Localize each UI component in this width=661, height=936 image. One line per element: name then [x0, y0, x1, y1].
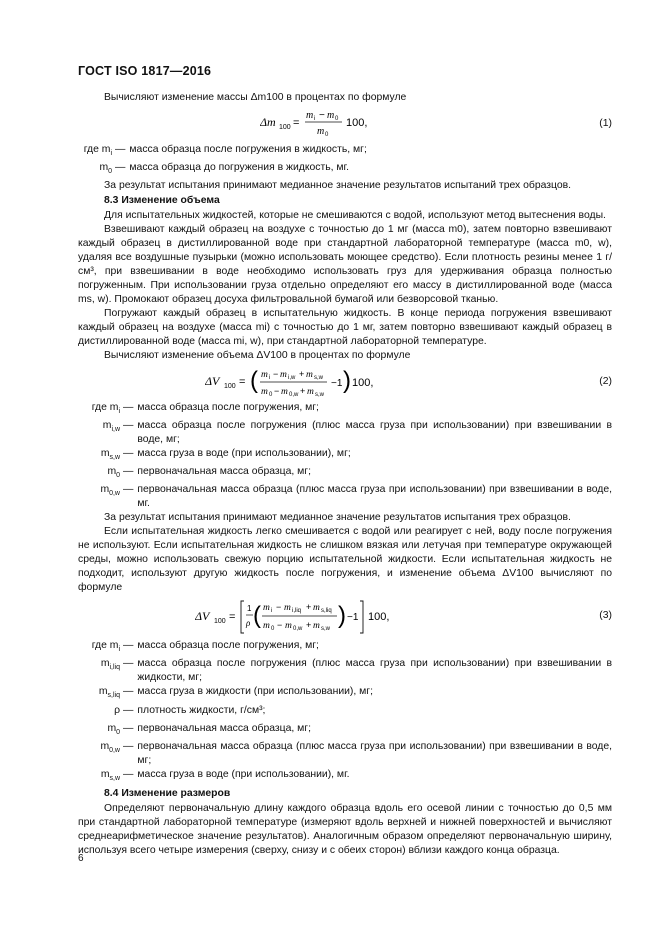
legend-item: где $m_i$ — масса образца после погружения в жидкость, мг; [78, 143, 612, 161]
paragraph-8-3-3: Погружают каждый образец в испытательную жидкость. В конце периода погружения взвешивают каждый образец на воздухе (масса mi) с точностью до 1 мг, затем повторно взвешивают каждый образец в дистиллированной воде (масса mi, w), при стандартной лабораторной температуре. [78, 308, 612, 348]
legend-formula-1 [78, 143, 612, 179]
section-heading-8-3: 8.3 Изменение объема [104, 195, 220, 207]
formula-1 [78, 105, 612, 143]
svg-text:m: m [261, 370, 268, 381]
legend-symbol: $m_{0,w}$ [100, 740, 120, 754]
svg-text:s,w: s,w [321, 626, 330, 633]
svg-text:i: i [269, 375, 271, 382]
legend-symbol: $m_{s,liq}$ [98, 686, 120, 700]
legend-formula-3: где $m_i$ — масса образца после погружения, мг; $m_{i,liq}$ — масса образца после погружения (плюс масса груза при использовании) при взвешивании в жидкости, мг; $m_{s,liq}$ — масса груза в жидкости (при использовании), мг; ρ — плотность жидкости, г/см³; $m_0$ — первоначальная масса образца, мг; $m_{0,w}$ — первоначальная масса образца (плюс масса груза при использовании) при взвешивании в воде, мг; $m_{s,w}$ — масса груза в воде (при использовании), мг. [78, 639, 612, 785]
legend-text: первоначальная масса образца, мг; [137, 466, 311, 478]
svg-text:m: m [285, 621, 292, 632]
svg-text:(: ( [253, 602, 261, 630]
legend-symbol: $m_0$ [107, 466, 120, 480]
svg-text:m: m [306, 110, 314, 121]
legend-text: масса образца после погружения, мг; [137, 640, 319, 652]
paragraph-formula1-intro: Вычисляют изменение массы Δm100 в процентах по формуле [104, 92, 407, 103]
svg-text:): ) [343, 367, 351, 395]
formula-2-svg [205, 365, 445, 399]
svg-text:i,liq: i,liq [292, 608, 302, 615]
svg-text:0: 0 [269, 392, 273, 399]
svg-text:0: 0 [271, 626, 275, 633]
svg-text:ΔV: ΔV [195, 609, 210, 624]
svg-text:m: m [307, 387, 314, 398]
svg-text:+: + [306, 602, 312, 613]
svg-text:ΔV: ΔV [205, 374, 220, 389]
paragraph-8-4: Определяют первоначальную длину каждого образца вдоль его осевой линии с точностью до 0,5 мм при стандартной лабораторной температуре (измеряют вдоль верхней и нижней поверхностей и вычисляют среднеарифметическое значение результатов). Аналогичным образом определяют первоначальную ширину, используя всего четыре измерения (сверху, снизу и с обеих сторон) вблизи каждого конца образца. [78, 802, 612, 856]
svg-text:+: + [299, 369, 305, 380]
svg-text:m: m [327, 110, 335, 121]
svg-text:−: − [277, 620, 283, 631]
paragraph-result-1: За результат испытания принимают медианное значение результатов испытаний трех образцов. [104, 180, 572, 192]
svg-text:0: 0 [335, 116, 339, 122]
legend-text: масса образца после погружения в жидкость, мг; [129, 144, 367, 155]
svg-text:0: 0 [325, 132, 329, 138]
legend-symbol: $m_0$ [99, 162, 112, 176]
legend-text: масса образца до погружения в жидкость, мг. [129, 162, 349, 174]
legend-text: первоначальная масса образца (плюс масса груза при использовании) при взвешивании в воде, мг. [137, 484, 612, 510]
legend-symbol: где $m_i$ [91, 402, 120, 416]
svg-text:Δm: Δm [260, 115, 276, 129]
legend-text: масса груза в жидкости (при использовании), мг; [137, 686, 373, 698]
svg-text:0,w: 0,w [293, 626, 303, 633]
paragraph-miscible-liquid: Если испытательная жидкость легко смешивается с водой или реагирует с ней, воду после погружения не используют. Если испытательная жидкость не слишком вязкая или летучая при температуре окружающей среды, можно использовать свежую порцию испытательной жидкости. Если испытательная жидкость не подходит, используют другую жидкость после погружения, и изменение объема ΔV100 вычисляют по формуле [78, 526, 612, 594]
formula-3-expression [78, 597, 572, 637]
svg-text:m: m [313, 603, 320, 614]
svg-text:m: m [280, 370, 287, 381]
svg-text:): ) [338, 602, 346, 630]
svg-text:s,liq: s,liq [321, 608, 332, 615]
svg-text:+: + [300, 386, 306, 397]
legend-symbol: $m_{0,w}$ [100, 484, 120, 498]
svg-text:100: 100 [224, 383, 236, 391]
legend-text: масса груза в воде (при использовании), мг; [137, 448, 351, 460]
page-number: 6 [78, 853, 84, 864]
svg-text:−1: −1 [331, 378, 343, 390]
legend-item: $m_0$ — масса образца до погружения в жидкость, мг. [78, 161, 612, 179]
svg-text:ρ: ρ [246, 618, 251, 629]
svg-text:100,: 100, [368, 611, 390, 624]
svg-text:=: = [293, 117, 300, 129]
legend-text: масса образца после погружения (плюс масса груза при использовании) при взвешивании в жидкости, мг; [137, 658, 612, 684]
paragraph-result-2: За результат испытания принимают медианное значение результатов испытания трех образцов. [104, 512, 571, 524]
formula-1-number: (1) [599, 118, 612, 129]
svg-text:m: m [263, 621, 270, 632]
svg-text:m: m [306, 370, 313, 381]
svg-text:m: m [284, 603, 291, 614]
formula-1-expression [78, 107, 572, 139]
legend-symbol: где $m_i$ [91, 640, 120, 654]
formula-2-expression [78, 365, 572, 399]
paragraph-8-3-2: Взвешивают каждый образец на воздухе с точностью до 1 мг (масса m0), затем повторно взвешивают каждый образец в дистиллированной воде при стандартной лабораторной температуре (масса m0, w), удаляя все воздушные пузырьки (можно использовать моющее средство). Если плотность резины менее 1 г/см³, при взвешивании в воде необходимо использовать груз для удерживания образца полностью погруженным. При использовании груза отдельно определяют его массу в дистиллированной воде (масса ms, w). Промокают образец досуха фильтровальной бумагой или безворсовой тканью. [78, 224, 612, 306]
formula-3 [78, 595, 612, 639]
svg-text:100: 100 [279, 124, 291, 131]
paragraph-formula2-intro: Вычисляют изменение объема ΔV100 в процентах по формуле [104, 350, 411, 362]
legend-symbol: $m_{i,w}$ [102, 420, 120, 434]
svg-text:−: − [274, 386, 280, 397]
legend-symbol: $m_0$ [107, 722, 120, 736]
legend-text: первоначальная масса образца, мг; [137, 722, 311, 734]
legend-symbol: где $m_i$ [83, 144, 112, 158]
svg-text:m: m [261, 387, 268, 398]
svg-text:s,w: s,w [315, 392, 324, 399]
paragraph-8-3-1: Для испытательных жидкостей, которые не смешиваются с водой, используют метод вытеснения воды. [104, 210, 606, 222]
legend-text: масса груза в воде (при использовании), мг. [137, 768, 350, 780]
svg-text:i: i [314, 116, 316, 122]
svg-text:m: m [281, 387, 288, 398]
legend-text: первоначальная масса образца (плюс масса груза при использовании) при взвешивании в воде, мг; [137, 740, 612, 766]
svg-text:100,: 100, [352, 377, 374, 390]
svg-text:m: m [313, 621, 320, 632]
formula-3-number: (3) [599, 610, 612, 622]
svg-text:−1: −1 [347, 612, 359, 624]
legend-symbol: $m_{i,liq}$ [100, 658, 120, 672]
legend-text: плотность жидкости, г/см³; [137, 704, 266, 716]
legend-formula-2: где $m_i$ — масса образца после погружения, мг; $m_{i,w}$ — масса образца после погружения (плюс масса груза при использовании) при взвешивании в воде, мг; $m_{s,w}$ — масса груза в воде (при использовании), мг; $m_0$ — первоначальная масса образца, мг; $m_{0,w}$ — первоначальная масса образца (плюс масса груза при использовании) при взвешивании в воде, мг. [78, 401, 612, 511]
legend-symbol: $m_{s,w}$ [100, 448, 120, 462]
svg-text:1: 1 [247, 604, 252, 614]
svg-text:=: = [239, 376, 246, 389]
svg-text:−: − [319, 110, 325, 121]
legend-symbol: ρ [114, 704, 120, 716]
svg-text:−: − [276, 602, 282, 613]
legend-text: масса образца после погружения (плюс масса груза при использовании) при взвешивании в воде, мг; [137, 420, 612, 446]
svg-text:(: ( [250, 367, 258, 395]
formula-3-svg [195, 597, 455, 637]
svg-text:−: − [273, 369, 279, 380]
svg-text:m: m [263, 603, 270, 614]
formula-1-svg [260, 107, 390, 139]
svg-text:0,w: 0,w [289, 392, 299, 399]
svg-text:=: = [229, 611, 236, 624]
svg-text:i: i [271, 608, 273, 615]
svg-text:m: m [317, 126, 325, 137]
svg-text:i,w: i,w [288, 375, 296, 382]
document-body [78, 91, 612, 858]
formula-2 [78, 363, 612, 401]
section-heading-8-4: 8.4 Изменение размеров [104, 787, 231, 799]
svg-text:100: 100 [214, 618, 226, 626]
svg-text:100,: 100, [346, 117, 368, 129]
formula-2-number: (2) [599, 376, 612, 388]
legend-text: масса образца после погружения, мг; [137, 402, 319, 414]
svg-text:+: + [306, 620, 312, 631]
legend-symbol: $m_{s,w}$ [100, 768, 120, 782]
document-header: ГОСТ ISO 1817—2016 [78, 64, 212, 78]
svg-text:s,w: s,w [314, 375, 323, 382]
